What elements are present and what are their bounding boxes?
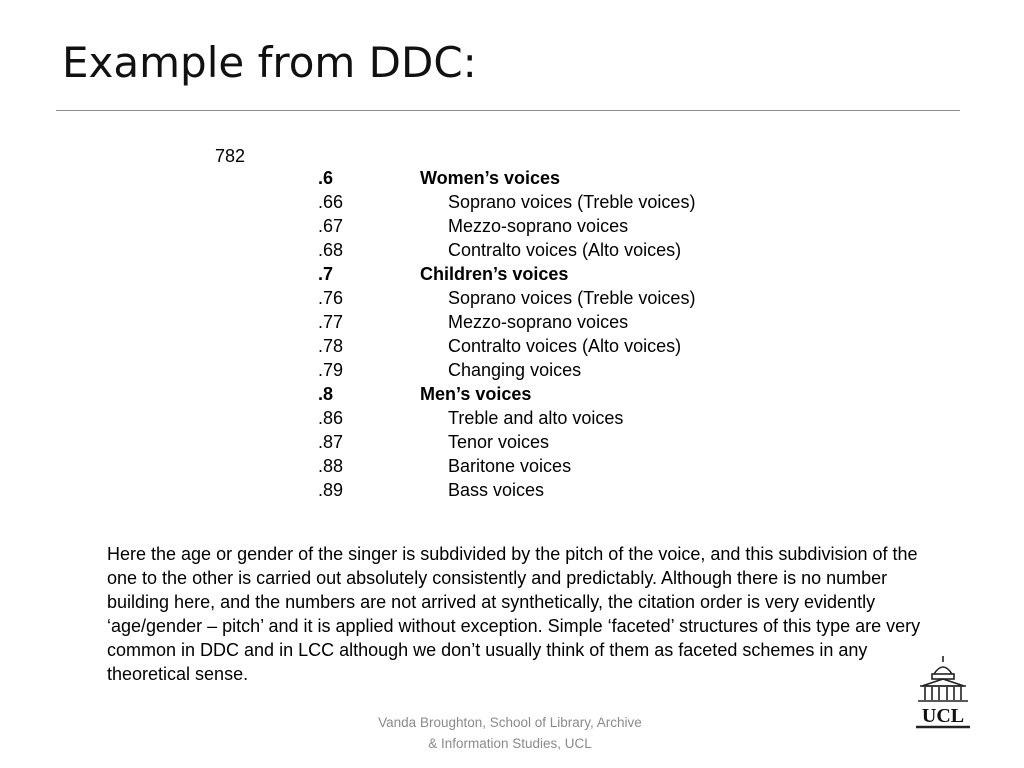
- explanation-paragraph: Here the age or gender of the singer is subdivided by the pitch of the voice, and this subdivision of the one to the other is carried out absolutely consistently and predictably. Although there is no number building here, and the numbers are not arrived at synthetically, the citation order is very evidently ‘age/gender – pitch’ and it is applied without exception. Simple ‘faceted’ structures of this type are very common in DDC and in LCC although we don’t usually think of them as faceted schemes in any theoretical sense.: [107, 544, 921, 684]
- ddc-entry-label: Soprano voices (Treble voices): [448, 287, 696, 308]
- ddc-entry-label: Men’s voices: [420, 383, 532, 404]
- slide-title: Example from DDC:: [62, 38, 477, 87]
- footer-line-2: & Information Studies, UCL: [428, 736, 592, 751]
- ddc-entry-label: Mezzo-soprano voices: [448, 215, 629, 236]
- ucl-logo-wordmark: UCL: [921, 705, 965, 727]
- ddc-entry-number: .79: [318, 359, 344, 380]
- ddc-entry-row: [318, 358, 695, 382]
- ddc-entry-label: Treble and alto voices: [448, 407, 624, 428]
- ddc-entry-row: [318, 214, 695, 238]
- ddc-entry-number: .77: [318, 311, 344, 332]
- ddc-entry-row: [318, 406, 695, 430]
- ddc-entry-label: Contralto voices (Alto voices): [448, 239, 682, 260]
- ddc-entry-number: .6: [318, 167, 334, 188]
- ddc-entry-label: Bass voices: [448, 479, 545, 500]
- ddc-entry-number: .68: [318, 239, 344, 260]
- ddc-entry-row: [318, 454, 695, 478]
- ddc-entry-number: .78: [318, 335, 344, 356]
- ddc-entry-number: .89: [318, 479, 344, 500]
- ddc-entry-label: Tenor voices: [448, 431, 550, 452]
- ddc-entry-label: Mezzo-soprano voices: [448, 311, 629, 332]
- ddc-entry-label: Soprano voices (Treble voices): [448, 191, 696, 212]
- ddc-entry-row: [318, 382, 695, 406]
- ddc-entry-label: Children’s voices: [420, 263, 569, 284]
- ddc-entry-row: [318, 334, 695, 358]
- ddc-entry-number: .86: [318, 407, 344, 428]
- ddc-entry-row: [318, 310, 695, 334]
- ddc-entry-row: [318, 190, 695, 214]
- ddc-entry-label: Changing voices: [448, 359, 582, 380]
- ddc-entry-label: Baritone voices: [448, 455, 572, 476]
- ddc-entry-number: .87: [318, 431, 344, 452]
- ddc-entry-number: .67: [318, 215, 344, 236]
- class-root-number: 782: [215, 146, 246, 166]
- ddc-entry-number: .88: [318, 455, 344, 476]
- ddc-entry-row: [318, 262, 695, 286]
- ddc-entry-row: [318, 478, 695, 502]
- title-divider: [56, 110, 960, 111]
- ddc-entry-row: [318, 430, 695, 454]
- ddc-entry-label: Women’s voices: [420, 167, 561, 188]
- ddc-entry-row: [318, 166, 695, 190]
- ddc-entry-label: Contralto voices (Alto voices): [448, 335, 682, 356]
- footer-line-1: Vanda Broughton, School of Library, Archive: [378, 715, 642, 730]
- ddc-entry-number: .66: [318, 191, 344, 212]
- slide-footer: [340, 712, 680, 754]
- ddc-entry-number: .7: [318, 263, 334, 284]
- ddc-entry-number: .76: [318, 287, 344, 308]
- ddc-entry-row: [318, 238, 695, 262]
- ddc-entry-row: [318, 286, 695, 310]
- ucl-logo: [908, 654, 978, 732]
- ddc-entry-number: .8: [318, 383, 334, 404]
- ddc-schedule-list: [318, 166, 695, 502]
